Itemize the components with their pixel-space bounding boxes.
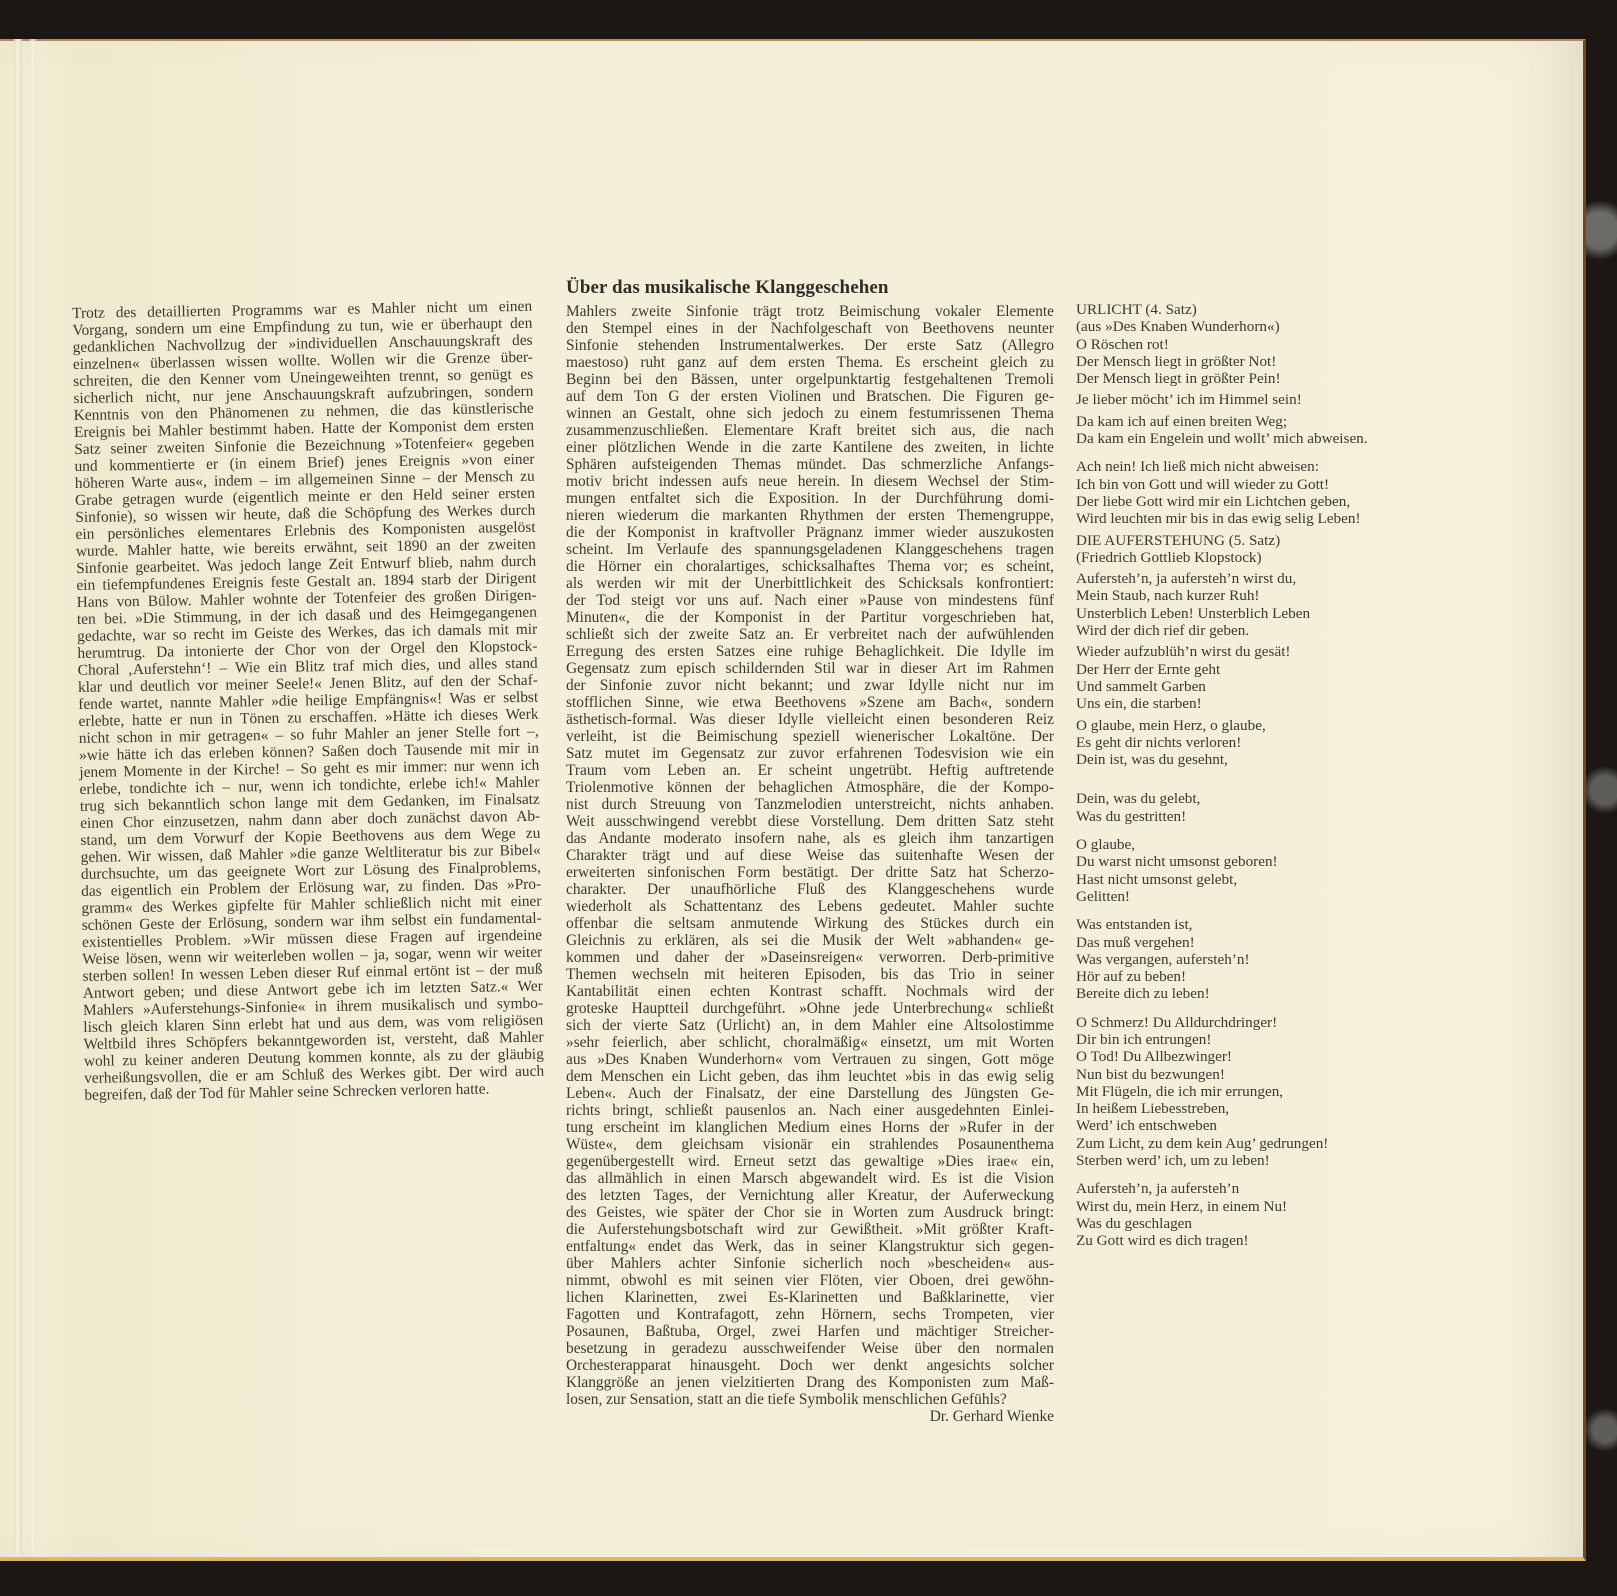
lyrics-line: Uns ein, die starben!	[1076, 695, 1202, 713]
text-line: Orchesterapparat hinausgeht. Doch wer denkt angesichts solcher	[566, 1357, 1054, 1374]
lyrics-stanza	[1076, 1014, 1436, 1170]
text-line: Fagotten und Kontrafagott, zehn Hörnern, sechs Trompeten, vier	[566, 1306, 1054, 1323]
lyrics-line: Je lieber möcht’ ich im Himmel sein!	[1076, 391, 1302, 409]
text-line: Kenntnis von den Phänomenen zu nehmen, die das künstlerische	[73, 399, 534, 424]
lyrics-line: Bereite dich zu leben!	[1076, 985, 1210, 1003]
lyrics-line: DIE AUFERSTEHUNG (5. Satz)	[1076, 531, 1281, 549]
lyrics-stanza	[1076, 836, 1436, 905]
text-line: Themen wechseln mit heiteren Episoden, bis das Trio in seiner	[566, 966, 1054, 983]
lyrics-line: Da kam ein Engelein und wollt’ mich abweisen.	[1076, 430, 1368, 448]
lyrics-line: Es geht dir nichts verloren!	[1076, 733, 1242, 751]
lyrics-stanza	[1076, 391, 1436, 408]
lyrics-stanza	[1076, 413, 1436, 448]
text-line: gedanklichen Nachvollzug der »individuellen Anschauungskraft des	[72, 331, 533, 356]
lyrics-line: Was du gestritten!	[1076, 807, 1187, 825]
lyrics-line: URLICHT (4. Satz)	[1076, 301, 1197, 318]
text-line: Ereignis bei Mahler bestimmt haben. Hatte der Komponist dem ersten	[73, 416, 535, 441]
text-line: nist durch Streuung von Tanzmelodien unterstreicht, nichts anhaben.	[566, 796, 1054, 813]
text-line: gramm« des Werkes gipfelte für Mahler schließlich nicht mit einer	[81, 892, 542, 917]
text-line: Vorgang, sondern um eine Empfindung zu tun, wie er überhaupt den	[72, 314, 533, 339]
text-line: durchsuchte, um das geeignete Wort zur Lösung des Finalproblems,	[80, 858, 542, 883]
text-line: und kommentierte er (in einem Brief) jenes Ereignis »von einer	[74, 450, 535, 475]
lyrics-line: O glaube,	[1076, 836, 1136, 854]
lyrics-line: Was vergangen, aufersteh’n!	[1076, 950, 1250, 968]
text-line: Minuten«, die der Komponist in der Partitur vorgeschrieben hat,	[566, 609, 1054, 626]
lyrics-line: Aufersteh’n, ja aufersteh’n	[1076, 1180, 1240, 1198]
lyrics-line: Sterben werd’ ich, um zu leben!	[1076, 1152, 1270, 1170]
text-line: Grabe getragen wurde (eigentlich meinte er den Held seiner ersten	[74, 484, 536, 509]
text-line: Hans von Bülow. Mahler wohnte der Totenfeier des großen Dirigen-	[76, 586, 537, 611]
text-line: wurde. Mahler hatte, wie bereits erwähnt, seit 1890 an der zweiten	[75, 535, 536, 560]
lyrics-line: Werd’ ich entschweben	[1076, 1117, 1218, 1135]
lyrics-stanza	[1076, 301, 1436, 387]
text-line: lichen Klarinetten, zwei Es-Klarinetten und Baßklarinette, vier	[566, 1289, 1054, 1306]
author-signature: Dr. Gerhard Wienke	[929, 1408, 1054, 1425]
text-line: scheint. Im Verlaufe des spannungsgeladenen Klanggeschehens tragen	[566, 541, 1054, 558]
text-line: ein tiefempfundenes Ereignis feste Gestalt an. 1894 starb der Dirigent	[76, 569, 537, 594]
text-line: erlebte, hatte er nun in Tönen zu erschaffen. »Hätte ich dieses Werk	[78, 705, 539, 730]
text-line: ein persönliches elementares Erlebnis des Komponisten ausgelöst	[75, 518, 536, 543]
text-line: schönen Geste der Erlösung, sondern war ihm selbst ein fundamental-	[81, 909, 542, 934]
text-line: schreiten, die den Kenner vom Uneingeweihten trennt, so genügt es	[73, 365, 534, 390]
text-line: sterben sollen! In wessen Leben dieser Ruf einmal ertönt ist – der muß	[82, 960, 543, 985]
text-line: erweiterten sinfonischen Form bestätigt. Der dritte Satz hat Scherzo-	[566, 864, 1054, 881]
text-line: sicherlich nicht, nur jene Anschauungskraft aufzubringen, sondern	[73, 382, 534, 407]
text-line: »sehr feierlich, aber schlicht, choralmäßig« einsetzt, um mit Worten	[566, 1034, 1054, 1051]
text-line: das allmählich in einen Marsch abgewandelt wird. Es ist die Vision	[566, 1170, 1054, 1187]
text-line: der Tod steigt vor uns auf. Nach einer »Pause von mindestens fünf	[566, 592, 1054, 609]
lyrics-stanza	[1076, 570, 1436, 639]
text-line: Mahlers »Auferstehungs-Sinfonie« in ihrem musikalisch und symbo-	[82, 994, 544, 1019]
text-line: tung erscheint im klanglichen Medium eines Horns der »Rufer in der	[566, 1119, 1054, 1136]
lyrics-line: O Röschen rot!	[1076, 335, 1169, 353]
lyrics-line: Aufersteh’n, ja aufersteh’n wirst du,	[1076, 570, 1297, 588]
lyrics-line: Hast nicht umsonst gelebt,	[1076, 870, 1238, 888]
lyrics-line: Wird der dich rief dir geben.	[1076, 622, 1250, 640]
text-line: gehen. Wir wissen, daß Mahler »die ganze Weltliteratur bis zur Bibel«	[80, 841, 541, 866]
lyrics-line: Dein, was du gelebt,	[1076, 790, 1201, 808]
text-line: gegenübergestellt wird. Erneut setzt das gewaltige »Dies irae« ein,	[566, 1153, 1054, 1170]
lyrics-line: Unsterblich Leben! Unsterblich Leben	[1076, 604, 1311, 622]
text-line: besetzung in geradezu ausschweifender Weise über den normalen	[566, 1340, 1054, 1357]
lyrics-line: Was entstanden ist,	[1076, 916, 1193, 934]
section-heading: Über das musikalische Klanggeschehen	[566, 277, 889, 298]
text-line: Weit ausschwingend verebbt diese Vorstellung. Dem dritten Satz steht	[566, 813, 1054, 830]
lyrics-line: Und sammelt Garben	[1076, 677, 1206, 695]
text-line: den Stempel eines in der Nachfolgeschaft von Beethovens neunter	[566, 320, 1054, 337]
text-line: stofflichen Sinne, wie etwa Beethovens »Szene am Bach«, sondern	[566, 694, 1054, 711]
lyrics-line: Zu Gott wird es dich tragen!	[1076, 1232, 1249, 1250]
lyrics-stanza	[1076, 717, 1436, 769]
text-line: motiv bricht indessen aufs neue herein. In diesem Wechsel der Stim-	[566, 473, 1054, 490]
text-line: Weise lösen, wenn wir weiterleben wollen – ja, sogar, wenn wir weiter	[82, 943, 543, 968]
text-line: wohl zu keiner anderen Deutung kommen konnte, als zu der gläubig	[83, 1045, 544, 1070]
text-line: Weltbild ihres Schöpfers bekanntgeworden ist, versteht, daß Mahler	[83, 1028, 544, 1053]
text-line: sich der vierte Satz (Urlicht) an, in dem Mahler eine Altsolostimme	[566, 1017, 1054, 1034]
text-line: Kantabilität einen echten Kontrast schafft. Nochmals wird der	[566, 983, 1054, 1000]
text-line: einzelnen« überlassen wissen wollte. Wollen wir die Grenze über-	[72, 348, 534, 373]
text-line: klar und deutlich vor meiner Seele!« Jenen Blitz, auf den der Schaf-	[77, 671, 539, 696]
lyrics-line: Dir bin ich entrungen!	[1076, 1030, 1212, 1048]
text-line: Beginn bei den Bässen, unter orgelpunktartig festgehaltenen Tremoli	[566, 371, 1054, 388]
lyrics-line: Wird leuchten mir bis in das ewig selig Leben!	[1076, 510, 1361, 528]
text-line: Satz seiner zweiten Sinfonie die Bezeichnung »Totenfeier« gegeben	[74, 433, 535, 458]
text-line: Gleichnis zu erklären, als sei die Musik der Welt »abhanden« ge-	[566, 932, 1054, 949]
text-line: entfaltung« endet das Werk, das in seiner Klangstruktur sich gegen-	[566, 1238, 1054, 1255]
text-line: einen Chor einzusetzen, nahm dann aber doch zunächst davon Ab-	[80, 807, 541, 832]
lyrics-stanza	[1076, 643, 1436, 712]
text-line: lisch gleich klaren Sinn erlebt hat und aus dem, was vom religiösen	[83, 1011, 544, 1036]
lyrics-line: Du warst nicht umsonst geboren!	[1076, 853, 1278, 871]
lyrics-line: Mein Staub, nach kurzer Ruh!	[1076, 587, 1260, 605]
text-line: Sinfonie stehenden Instrumentalwerkes. Der erste Satz (Allegro	[566, 337, 1054, 354]
lyrics-stanza	[1076, 916, 1436, 1002]
text-line: mungen entfaltet sich die Exposition. In der Durchführung domi-	[566, 490, 1054, 507]
text-line: des Geistes, wie später der Chor sie in Worten zum Ausdruck bringt:	[566, 1204, 1054, 1221]
lyrics-stanza	[1076, 458, 1436, 527]
text-line: Choral ‚Auferstehn‘! – Wie ein Blitz traf mich dies, und alles stand	[77, 654, 538, 679]
text-line: existentielles Problem. »Wir müssen diese Fragen auf irgendeine	[81, 926, 543, 951]
text-line: Leben«. Auch der Finalsatz, der eine Darstellung des Jüngsten Ge-	[566, 1085, 1054, 1102]
text-line: Triolenmotive können der behaglichen Atmosphäre, die der Kompo-	[566, 779, 1054, 796]
text-line: schließt sich der zweite Satz an. Er verbreitet nach der aufwühlenden	[566, 626, 1054, 643]
lyrics-line: O Tod! Du Allbezwinger!	[1076, 1048, 1232, 1066]
text-line: die Hörner ein choralartiges, schicksalhaftes Thema vor; es scheint,	[566, 558, 1054, 575]
page-fold-edge-inner	[30, 39, 36, 1555]
text-line: Antwort geben; und diese Antwort gebe ich im letzten Satz.« Wer	[82, 977, 543, 1002]
text-line: Traum vom Leben an. Er scheint ungetrübt. Heftig auftretende	[566, 762, 1054, 779]
text-line: nieren wiederum die markanten Rhythmen der ersten Themengruppe,	[566, 507, 1054, 524]
text-line: trug sich bekanntlich schon lange mit dem Gedanken, im Finalsatz	[79, 790, 540, 815]
text-line: über Mahlers achter Sinfonie sicherlich noch »bescheiden« aus-	[566, 1255, 1054, 1272]
lyrics-line: O Schmerz! Du Alldurchdringer!	[1076, 1013, 1278, 1031]
text-line: offenbar die seltsam anmutende Wirkung des Stückes durch ein	[566, 915, 1054, 932]
text-line: der Sinfonie zuvor nicht bekannt; und zwar Idylle nicht nur im	[566, 677, 1054, 694]
lyrics-line: Mit Flügeln, die ich mir errungen,	[1076, 1082, 1284, 1100]
lyrics-line: Nun bist du bezwungen!	[1076, 1065, 1225, 1083]
lyrics-line: O glaube, mein Herz, o glaube,	[1076, 716, 1266, 734]
text-line: des letzten Tages, der Vernichtung aller Kreatur, der Auferweckung	[566, 1187, 1054, 1204]
text-line: Sinfonie gearbeitet. Was jedoch lange Zeit Entwurf blieb, nahm durch	[76, 552, 537, 577]
lyrics-line: (Friedrich Gottlieb Klopstock)	[1076, 548, 1262, 566]
text-line: Satz mutet im Gegensatz zur zuvor erfahrenen Todesvision wie ein	[566, 745, 1054, 762]
text-line: Mahlers zweite Sinfonie trägt trotz Beimischung vokaler Elemente	[566, 303, 1054, 320]
text-line: erlebe, tondichte ich – nur, wenn ich tondichte, erlebe ich!« Mahler	[79, 773, 540, 798]
text-line: Erregung des ersten Satzes eine ruhige Behaglichkeit. Die Idylle im	[566, 643, 1054, 660]
text-line: Wüste«, dem gleichsam visionär ein strahlendes Posaunenthema	[566, 1136, 1054, 1153]
text-line: fende wartet, nannte Mahler »die heilige Empfängnis«! Was er selbst	[78, 688, 539, 713]
text-line: verheißungsvollen, die er am Schluß des Werkes gibt. Der wird auch	[84, 1062, 545, 1087]
text-line: dem Menschen ein Licht geben, das ihm leuchtet »bis in das ewig selig	[566, 1068, 1054, 1085]
page-fold-edge	[14, 39, 22, 1555]
text-line: maestoso) ruht ganz auf dem ersten Thema. Es erscheint gleich zu	[566, 354, 1054, 371]
lyrics-line: Was du geschlagen	[1076, 1214, 1193, 1232]
text-line: nimmt, obwohl es mit seinen vier Flöten, vier Oboen, drei gewöhn-	[566, 1272, 1054, 1289]
lyrics-line: Gelitten!	[1076, 887, 1130, 905]
text-line: Trotz des detaillierten Programms war es Mahler nicht um einen	[72, 297, 533, 322]
text-line: winnen an Gestalt, ohne sich jedoch zu einem festumrissenen Thema	[566, 405, 1054, 422]
text-line: die Auferstehungsbotschaft wird zur Gewißtheit. »Mit größter Kraft-	[566, 1221, 1054, 1238]
lyrics-line: Ich bin von Gott und will wieder zu Gott!	[1076, 475, 1330, 493]
text-line: stand, um dem Vorwurf der Kopie Beethovens aus dem Wege zu	[80, 824, 541, 849]
middle-text-column	[566, 303, 1054, 1425]
text-line: zusammenzuschließen. Elementare Kraft breitet sich aus, die nach	[566, 422, 1054, 439]
text-line: losen, zur Sensation, statt an die tiefe Symbolik menschlichen Gefühls?	[566, 1391, 1007, 1408]
lyrics-line: Dein ist, was du gesehnt,	[1076, 751, 1228, 769]
text-line: nicht schon in mir getragen« – so fuhr Mahler an jener Stelle fort –,	[78, 722, 539, 747]
lyrics-stanza	[1076, 1180, 1436, 1249]
text-line: Posaunen, Baßtuba, Orgel, zwei Harfen und mächtiger Streicher-	[566, 1323, 1054, 1340]
lyrics-line: Wieder aufzublüh’n wirst du gesät!	[1076, 643, 1291, 661]
text-line: Charakter trägt und auf diese Weise das suitenhafte Wesen der	[566, 847, 1054, 864]
lyrics-line: Der Herr der Ernte geht	[1076, 660, 1221, 678]
lyrics-stanza	[1076, 532, 1436, 567]
text-line: Sphären aufsteigenden Themas mündet. Das schmerzliche Anfangs-	[566, 456, 1054, 473]
text-line: als werden wir mit der Unerbittlichkeit des Schicksals konfrontiert:	[566, 575, 1054, 592]
lyrics-stanza	[1076, 790, 1436, 825]
text-line: die der Komponist in kraftvoller Prägnanz immer wieder auszukosten	[566, 524, 1054, 541]
text-line: richts bringt, schließt pausenlos an. Nach einer ausgedehnten Einlei-	[566, 1102, 1054, 1119]
lyrics-line: (aus »Des Knaben Wunderhorn«)	[1076, 318, 1280, 336]
text-line: ten bei. »Die Stimmung, in der ich dasaß und des Heimgegangenen	[76, 603, 538, 628]
lyrics-line: Der liebe Gott wird mir ein Lichtchen geben,	[1076, 492, 1351, 510]
text-line: auf dem Ton G der ersten Violinen und Bratschen. Die Figuren ge-	[566, 388, 1054, 405]
left-text-column	[72, 298, 544, 1104]
text-line: das eigentlich ein Problem der Erlösung war, zu finden. Das »Pro-	[81, 875, 542, 900]
text-line: jenem Momente in der Kirche! – So geht es mir immer: nur wenn ich	[79, 756, 540, 781]
text-line: groteske Hauptteil durchgeführt. »Ohne jede Unterbrechung« schließt	[566, 1000, 1054, 1017]
text-line: höheren Warte aus«, indem – im allgemeinen Sinne – der Mensch zu	[74, 467, 535, 492]
lyrics-line: Da kam ich auf einen breiten Weg;	[1076, 412, 1288, 430]
lyrics-line: Wirst du, mein Herz, in einem Nu!	[1076, 1197, 1288, 1215]
text-line: verleiht, ist die Beimischung speziell wienerischer Lokaltöne. Der	[566, 728, 1054, 745]
text-line: kommen und daher der »Daseinsreigen« verworren. Derb-primitive	[566, 949, 1054, 966]
lyrics-line: Ach nein! Ich ließ mich nicht abweisen:	[1076, 458, 1319, 476]
lyrics-column	[1076, 301, 1436, 1254]
text-line: herumtrug. Da intonierte der Chor von der Orgel den Klopstock-	[77, 637, 538, 662]
text-line: charakter. Der unaufhörliche Fluß des Klanggeschehens wurde	[566, 881, 1054, 898]
lyrics-line: Der Mensch liegt in größter Not!	[1076, 352, 1277, 370]
text-line: aus »Des Knaben Wunderhorn« vom Vertrauen zu singen, Gott möge	[566, 1051, 1054, 1068]
text-line: ästhetisch-formal. Was dieser Idylle vielleicht einen besonderen Reiz	[566, 711, 1054, 728]
lyrics-line: In heißem Liebesstreben,	[1076, 1100, 1230, 1118]
lyrics-line: Hör auf zu beben!	[1076, 968, 1187, 986]
lyrics-line: Zum Licht, zu dem kein Aug’ gedrungen!	[1076, 1134, 1329, 1152]
text-line: einer plötzlichen Wende in die zarte Kantilene des zweiten, in lichte	[566, 439, 1054, 456]
text-line: Klanggröße an jenen vielzitierten Drang des Komponisten zum Maß-	[566, 1374, 1054, 1391]
lyrics-line: Der Mensch liegt in größter Pein!	[1076, 370, 1281, 388]
text-line: Gegensatz zum episch schildernden Stil war in dieser Art im Rahmen	[566, 660, 1054, 677]
text-line: »wie hätte ich das erleben können? Saßen doch Tausende mit mir in	[78, 739, 540, 764]
text-line: gedachte, war so recht im Geiste des Werkes, das ich damals mit mir	[77, 620, 538, 645]
text-line: das Andante moderato insofern nahe, als es gleich ihm tanzartigen	[566, 830, 1054, 847]
lyrics-line: Das muß vergehen!	[1076, 933, 1195, 951]
text-line: Sinfonie), so wissen wir heute, daß die Schöpfung des Werkes durch	[75, 501, 536, 526]
text-line: wiederholt als Schattentanz des Lebens gedeutet. Mahler suchte	[566, 898, 1054, 915]
text-line: begreifen, daß der Tod für Mahler seine Schrecken verloren hatte.	[84, 1080, 490, 1104]
